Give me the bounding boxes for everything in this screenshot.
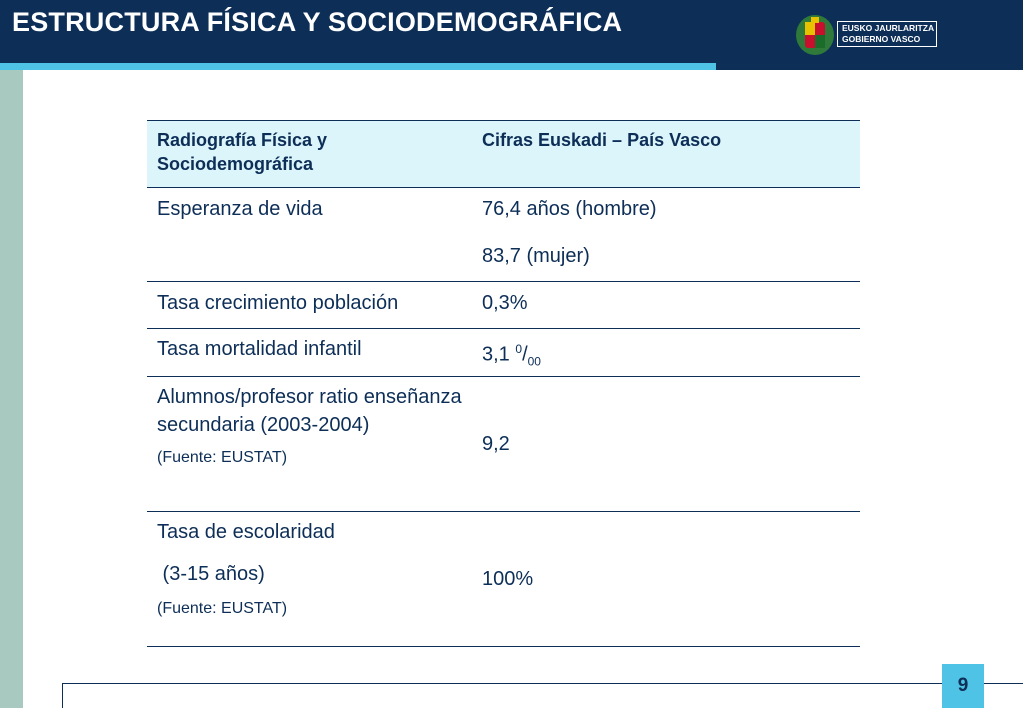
coat-of-arms-icon [795, 14, 835, 56]
government-logo [795, 14, 945, 56]
value-women: 83,7 (mujer) [482, 245, 590, 267]
page-number: 9 [942, 664, 984, 708]
side-bar [0, 70, 23, 708]
footer-corner-line [62, 683, 63, 708]
table-header-row [147, 121, 860, 188]
table-row [147, 329, 860, 377]
row-value: 9,2 [472, 376, 860, 511]
row-label: Tasa mortalidad infantil [147, 329, 472, 377]
table-row [147, 282, 860, 329]
row-label: Esperanza de vida [147, 188, 472, 282]
column-header-figures: Cifras Euskadi – País Vasco [472, 121, 860, 188]
value-men: 76,4 años (hombre) [482, 198, 657, 220]
header-accent-stripe [0, 63, 716, 70]
row-label-cell [147, 376, 472, 511]
table-row [147, 511, 860, 646]
table-row [147, 188, 860, 282]
row-label-cell [147, 511, 472, 646]
value-number: 3,1 [482, 343, 510, 366]
column-header-indicator: Radiografía Física y Sociodemográfica [147, 121, 472, 188]
table-row [147, 376, 860, 511]
row-value [472, 329, 860, 377]
stats-table [147, 120, 860, 647]
source-note: (Fuente: EUSTAT) [157, 599, 288, 617]
page-title: ESTRUCTURA FÍSICA Y SOCIODEMOGRÁFICA [12, 7, 623, 37]
row-value [472, 188, 860, 282]
row-label: Tasa de escolaridad [157, 520, 335, 543]
row-label-age-range: (3-15 años) [157, 562, 265, 585]
logo-line-spanish: GOBIERNO VASCO [842, 34, 921, 44]
logo-line-basque: EUSKO JAURLARITZA [842, 23, 935, 33]
row-label: Tasa crecimiento población [147, 282, 472, 329]
value-subscript: 00 [527, 354, 541, 369]
logo-text-box [837, 21, 937, 47]
value-slash: / [522, 343, 528, 366]
row-label: Alumnos/profesor ratio enseñanza secundaria (2003-2004) [157, 385, 462, 436]
source-note: (Fuente: EUSTAT) [157, 448, 288, 466]
value-superscript: 0 [515, 342, 523, 356]
footer-line [62, 683, 1023, 684]
row-value: 0,3% [472, 282, 860, 329]
row-value: 100% [472, 511, 860, 646]
